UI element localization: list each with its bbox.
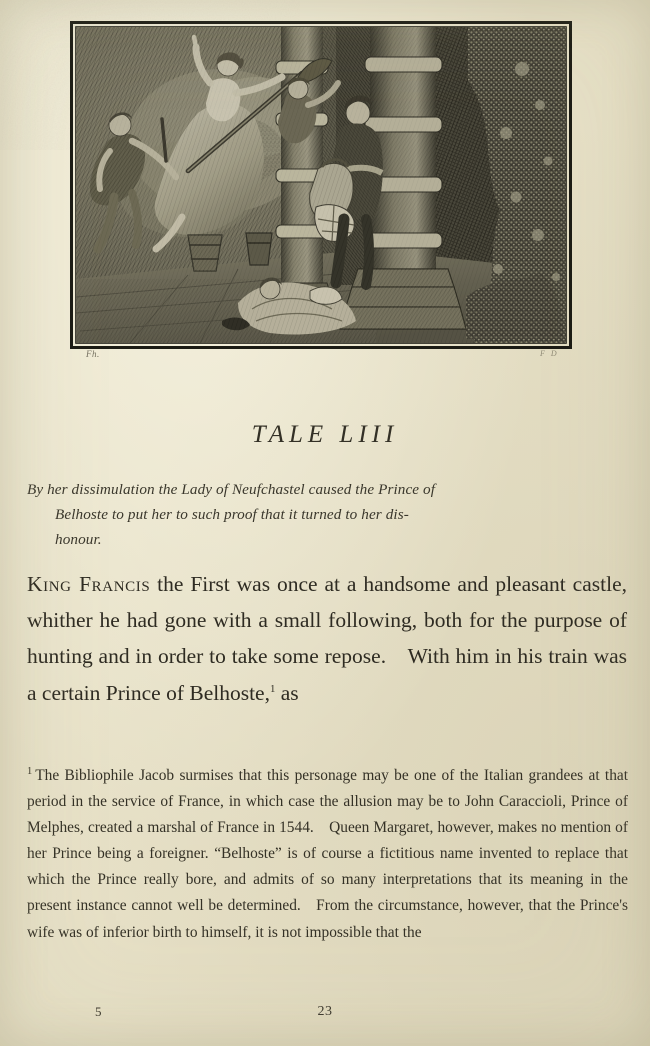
page-number: 23 [317,1004,333,1019]
body-paragraph [27,566,627,711]
artist-signature-mark: Fh. [86,349,100,359]
footnote [27,763,628,946]
signature-mark: 5 [95,1004,102,1019]
engraving-image [70,21,572,349]
body-text-tail: as [275,680,299,705]
tale-argument [27,477,625,552]
body-text-rest: the First was once at a handsome and pleasant castle, whither he had gone with a small following, both for the purpose of hunting and in order to take some repose. With him in his train was a certain Prince of Belhoste, [27,572,627,705]
engraver-signature-mark: F D [540,349,559,358]
illustration-plate [70,21,572,349]
footnote-text: The Bibliophile Jacob surmises that this personage may be one of the Italian grandees at that period in the service of France, in which case the allusion may be to John Caraccioli, Prince of Melphes, created a marshal of France in 1544. Queen Margaret, however, makes no mention of her Prince being a foreigner. “Belhoste” is of course a fictitious name invented to replace that which the Prince really bore, and admits of so many interpretations that its meaning in the present instance cannot well be determined. From the circumstance, however, that the Prince's wife was of inferior birth to himself, it is not impossible that the [27,767,628,941]
argument-line-1: By her dissimulation the Lady of Neufchastel caused the Prince of [27,481,436,498]
footnote-marker: 1 [27,765,33,777]
tale-title: TALE LIII [251,421,399,448]
opening-word-francis: Francis [79,572,151,596]
opening-small-caps [27,572,150,596]
argument-line-2: Belhoste to put her to such proof that it turned to her dis- [55,506,409,523]
footnote-reference[interactable]: 1 [269,682,276,695]
opening-word-king: King [27,572,72,596]
argument-line-3: honour. [55,531,102,548]
footnote-rule [27,755,160,756]
